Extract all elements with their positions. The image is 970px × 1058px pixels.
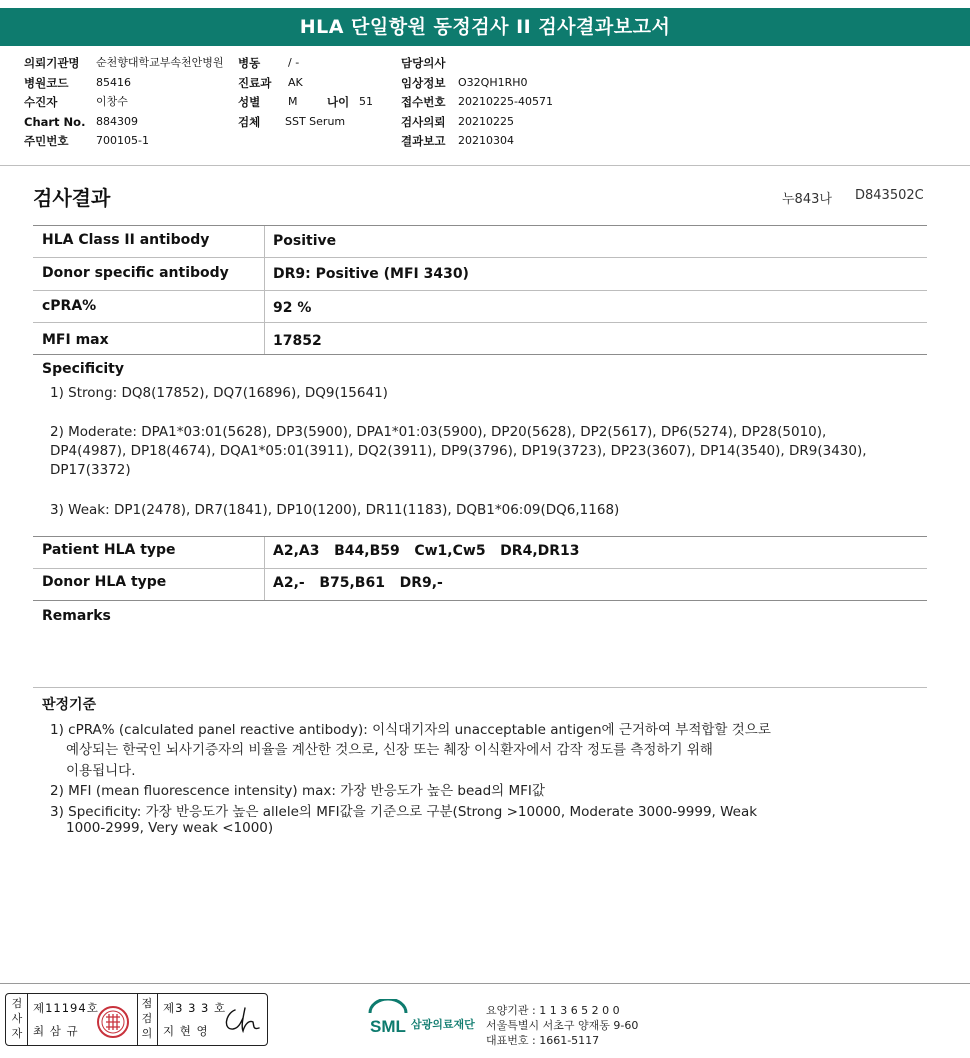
ward-label: 병동 [238,56,261,70]
result-code-2: D843502C [855,188,924,203]
criteria-title: 판정기준 [42,697,97,713]
specificity-moderate-cont: DP4(4987), DP18(4674), DQA1*05:01(3911), DQ2(3911), DP9(3796), DP19(3723), DP23(3607), DP14(3540), DR9(3430), [50,443,867,459]
report-date-label: 결과보고 [401,134,446,148]
patient-hla-value: A2,A3 B44,B59 Cw1,Cw5 DR4,DR13 [273,543,580,559]
lab-code-line: 요양기관 : 1 1 3 6 5 2 0 0 [486,1004,620,1017]
receipt-label: 접수번호 [401,95,446,109]
report-date-value: 20210304 [458,134,514,147]
inspector-vertical-label [7,996,27,1041]
table-row-divider [33,322,927,323]
rrn-label: 주민번호 [24,134,69,148]
patient-value: 이창수 [96,95,128,108]
specificity-strong: 1) Strong: DQ8(17852), DQ7(16896), DQ9(15641) [50,385,388,401]
hla-table-border-top [33,536,927,537]
table-border-top [33,225,927,226]
specimen-value: SST Serum [285,115,346,128]
age-value: 51 [359,95,373,108]
vertical-char: 자 [11,1027,23,1040]
vertical-char: 검 [11,997,23,1010]
age-label: 나이 [327,95,350,109]
donor-hla-label: Donor HLA type [42,574,167,590]
specificity-weak: 3) Weak: DP1(2478), DR7(1841), DP10(1200), DR11(1183), DQB1*06:09(DQ6,1168) [50,502,620,518]
official-seal-icon [96,1005,130,1039]
hla-row-divider [33,568,927,569]
logo-text: SML [370,1017,406,1036]
doctor-license: 제3 3 3 호 [163,1001,227,1015]
hospital-label: 의뢰기관명 [24,56,80,70]
signature-divider [27,994,28,1045]
lab-phone-line: 대표번호 : 1661-5117 [486,1034,600,1047]
criteria-line: 이용됩니다. [66,763,136,779]
inspector-license: 제11194호 [33,1001,99,1015]
receipt-value: 20210225-40571 [458,95,553,108]
remarks-label: Remarks [42,608,111,624]
chart-label: Chart No. [24,115,86,129]
criteria-line: 예상되는 한국인 뇌사기증자의 비율을 계산한 것으로, 신장 또는 췌장 이식환자에서 감작 정도를 측정하기 위해 [66,742,713,758]
hla-column-divider [264,537,265,601]
clinical-value: O32QH1RH0 [458,76,528,89]
dept-value: AK [288,76,303,89]
dept-label: 진료과 [238,76,272,90]
specificity-title: Specificity [42,361,124,377]
hospcode-value: 85416 [96,76,131,89]
sex-label: 성별 [238,95,261,109]
vertical-char: 검 [141,1012,153,1025]
table-row-label: MFI max [42,332,109,348]
hla-table-border-bottom [33,600,927,601]
hospcode-label: 병원코드 [24,76,69,90]
doctor-vertical-label [137,996,157,1041]
table-row-value: 17852 [273,333,322,349]
sml-logo-icon [366,999,410,1037]
table-row-divider [33,290,927,291]
sex-value: M [288,95,298,108]
patient-label: 수진자 [24,95,58,109]
lab-address-line: 서울특별시 서초구 양재동 9-60 [486,1019,639,1032]
table-row-value: Positive [273,233,337,249]
signature-divider [157,994,158,1045]
table-row-divider [33,257,927,258]
clinical-label: 임상정보 [401,76,446,90]
criteria-line: 3) Specificity: 가장 반응도가 높은 allele의 MFI값을 기준으로 구분(Strong >10000, Moderate 3000-9999, Weak [50,804,758,820]
criteria-line: 2) MFI (mean fluorescence intensity) max: 가장 반응도가 높은 bead의 MFI값 [50,783,545,799]
hospital-value: 순천향대학교부속천안병원 [96,56,224,69]
report-title: HLA 단일항원 동정검사 II 검사결과보고서 [0,8,970,46]
specificity-moderate: 2) Moderate: DPA1*03:01(5628), DP3(5900), DPA1*01:03(5900), DP20(5628), DP2(5617), DP6(5274), DP28(5010), [50,424,827,440]
criteria-line: 1000-2999, Very weak <1000) [66,820,274,836]
table-row-value: DR9: Positive (MFI 3430) [273,266,469,282]
specimen-label: 검체 [238,115,261,129]
signature-box [5,993,268,1046]
patient-hla-label: Patient HLA type [42,542,176,558]
handwritten-signature-icon [221,1004,263,1036]
request-label: 검사의뢰 [401,115,446,129]
doctor-label: 담당의사 [401,56,446,70]
doctor-name: 지 현 영 [163,1024,209,1038]
request-value: 20210225 [458,115,514,128]
inspector-name: 최 삼 규 [33,1024,79,1038]
specificity-moderate-cont2: DP17(3372) [50,462,131,478]
footer-divider [0,983,970,984]
table-border-bottom [33,354,927,355]
vertical-char: 사 [11,1012,23,1025]
donor-hla-value: A2,- B75,B61 DR9,- [273,575,443,591]
vertical-char: 의 [141,1027,153,1040]
table-row-value: 92 % [273,300,312,316]
ward-value: / - [288,56,300,69]
criteria-line: 1) cPRA% (calculated panel reactive antibody): 이식대기자의 unacceptable antigen에 근거하여 부적합할 것으로 [50,722,771,738]
table-row-label: Donor specific antibody [42,265,229,281]
organization-name: 삼광의료재단 [411,1018,475,1031]
remarks-divider [33,687,927,688]
table-row-label: cPRA% [42,298,97,314]
vertical-char: 점 [141,997,153,1010]
result-code-1: 누843나 [782,192,832,207]
table-row-label: HLA Class II antibody [42,232,210,248]
result-title: 검사결과 [33,186,111,210]
patient-info-block [0,54,970,166]
rrn-value: 700105-1 [96,134,149,147]
chart-value: 884309 [96,115,138,128]
